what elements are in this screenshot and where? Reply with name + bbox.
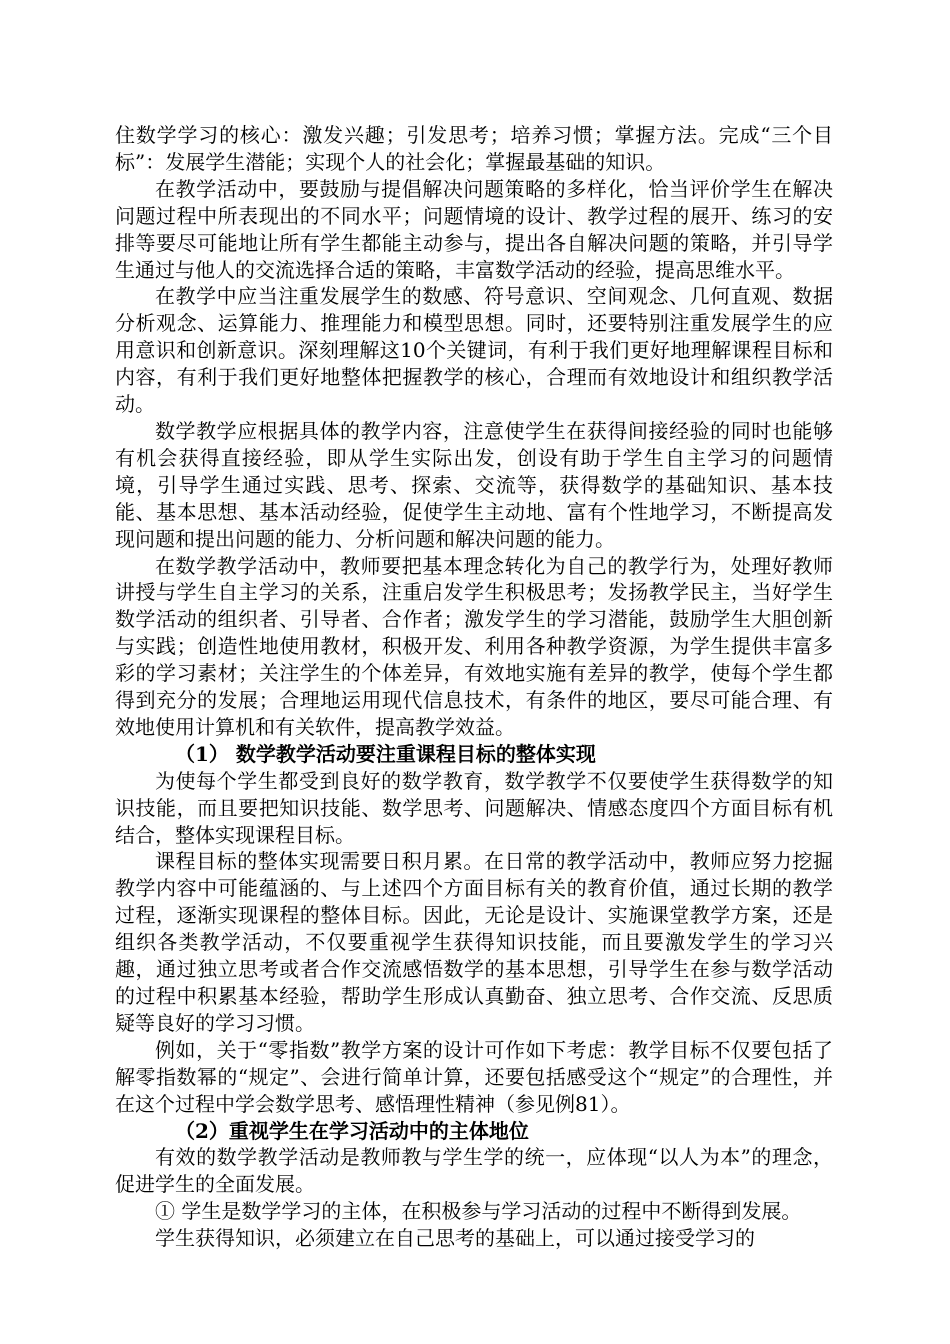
paragraph-good-education: 为使每个学生都受到良好的数学教育，数学教学不仅要使学生获得数学的知识技能，而且要把知识技能、数学思考、问题解决、情感态度四个方面目标有机结合，整体实现课程目标。 (115, 768, 833, 847)
paragraph-zero-exponent-example: 例如，关于“零指数”教学方案的设计可作如下考虑：教学目标不仅要包括了解零指数幂的“规定”、会进行简单计算，还要包括感受这个“规定”的合理性，并在这个过程中学会数学思考、感悟理性精神（参见例81）。 (115, 1037, 833, 1116)
paragraph-effective-teaching: 有效的数学教学活动是教师教与学生学的统一，应体现“以人为本”的理念，促进学生的全面发展。 (115, 1145, 833, 1197)
document-page (115, 122, 833, 1252)
paragraph-student-subject: ① 学生是数学学习的主体，在积极参与学习活动的过程中不断得到发展。 (155, 1199, 802, 1224)
paragraph-direct-experience: 数学教学应根据具体的教学内容，注意使学生在获得间接经验的同时也能够有机会获得直接经验，即从学生实际出发，创设有助于学生自主学习的问题情境，引导学生通过实践、思考、探索、交流等，获得数学的基础知识、基本技能、基本思想、基本活动经验，促使学生主动地、富有个性地学习，不断提高发现问题和提出问题的能力、分析问题和解决问题的能力。 (115, 418, 833, 551)
paragraph-continuation: 住数学学习的核心：激发兴趣；引发思考；培养习惯；掌握方法。完成“三个目标”：发展学生潜能；实现个人的社会化；掌握最基础的知识。 (115, 123, 833, 174)
paragraph-teacher-behavior: 在数学教学活动中，教师要把基本理念转化为自己的教学行为，处理好教师讲授与学生自主学习的关系，注重启发学生积极思考；发扬教学民主，当好学生数学活动的组织者、引导者、合作者；激发学生的学习潜能，鼓励学生大胆创新与实践；创造性地使用教材，积极开发、利用各种教学资源，为学生提供丰富多彩的学习素材；关注学生的个体差异，有效地实施有差异的教学，使每个学生都得到充分的发展；合理地运用现代信息技术，有条件的地区，要尽可能合理、有效地使用计算机和有关软件，提高教学效益。 (115, 553, 833, 739)
section-heading-2: （2）重视学生在学习活动中的主体地位 (175, 1118, 529, 1143)
paragraph-key-concepts: 在教学中应当注重发展学生的数感、符号意识、空间观念、几何直观、数据分析观念、运算能力、推理能力和模型思想。同时，还要特别注重发展学生的应用意识和创新意识。深刻理解这10个关键词，有利于我们更好地理解课程目标和内容，有利于我们更好地整体把握教学的核心，合理而有效地设计和组织教学活动。 (115, 284, 833, 417)
paragraph-overall-goal: 课程目标的整体实现需要日积月累。在日常的教学活动中，教师应努力挖掘教学内容中可能蕴涵的、与上述四个方面目标有关的教育价值，通过长期的教学过程，逐渐实现课程的整体目标。因此，无论是设计、实施课堂教学方案，还是组织各类教学活动，不仅要重视学生获得知识技能，而且要激发学生的学习兴趣，通过独立思考或者合作交流感悟数学的基本思想，引导学生在参与数学活动的过程中积累基本经验，帮助学生形成认真勤奋、独立思考、合作交流、反思质疑等良好的学习习惯。 (115, 849, 833, 1035)
paragraph-problem-solving-strategies: 在教学活动中，要鼓励与提倡解决问题策略的多样化，恰当评价学生在解决问题过程中所表现出的不同水平；问题情境的设计、教学过程的展开、练习的安排等要尽可能地让所有学生都能主动参与，提出各自解决问题的策略，并引导学生通过与他人的交流选择合适的策略，丰富数学活动的经验，提高思维水平。 (115, 176, 833, 282)
section-heading-1: （1） 数学教学活动要注重课程目标的整体实现 (175, 741, 596, 766)
paragraph-knowledge-acquisition: 学生获得知识，必须建立在自己思考的基础上，可以通过接受学习的 (155, 1226, 755, 1251)
